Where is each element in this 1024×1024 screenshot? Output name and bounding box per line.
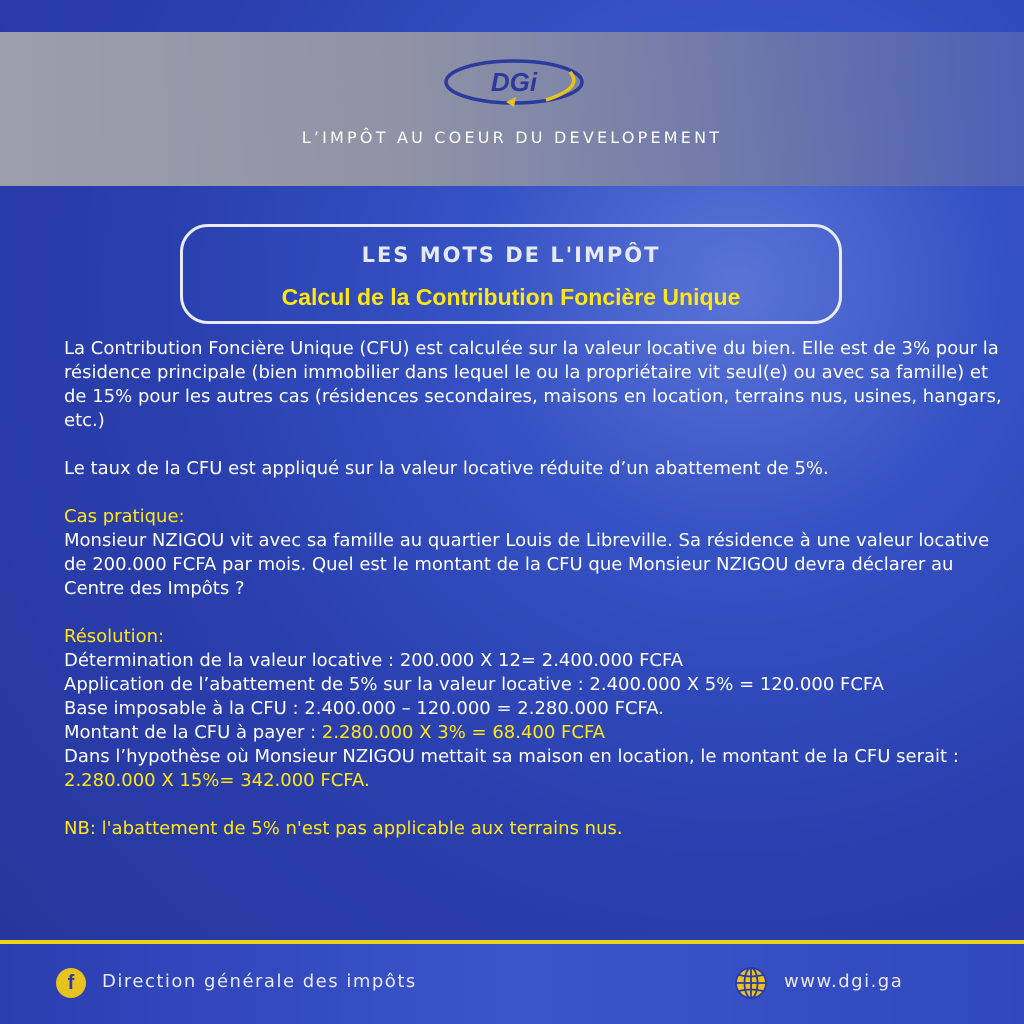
case-paragraph: Monsieur NZIGOU vit avec sa famille au quartier Louis de Libreville. Sa résidence à une valeur locative de 200.000 FCFA par mois. Quel est le montant de la CFU que Monsieur NZIGOU devra déclarer au Centre des Impôts ? bbox=[64, 530, 990, 599]
resolution-step-3: Base imposable à la CFU : 2.400.000 – 120.000 = 2.280.000 FCFA. bbox=[64, 698, 664, 719]
resolution-step-4 bbox=[64, 721, 1009, 745]
resolution-step-5: Dans l’hypothèse où Monsieur NZIGOU mettait sa maison en location, le montant de la CFU serait : bbox=[64, 746, 959, 767]
rate-paragraph: Le taux de la CFU est appliqué sur la valeur locative réduite d’un abattement de 5%. bbox=[64, 458, 829, 479]
case-label: Cas pratique: bbox=[64, 506, 185, 527]
facebook-icon[interactable]: f bbox=[56, 968, 86, 998]
dgi-logo-mark bbox=[442, 54, 586, 110]
globe-icon[interactable] bbox=[734, 966, 768, 1000]
resolution-label: Résolution: bbox=[64, 626, 165, 647]
resolution-step-2: Application de l’abattement de 5% sur la valeur locative : 2.400.000 X 5% = 120.000 FCFA bbox=[64, 674, 884, 695]
step-4-value: 2.280.000 X 3% = 68.400 FCFA bbox=[321, 722, 605, 743]
dgi-logo bbox=[442, 54, 586, 110]
resolution-step-1: Détermination de la valeur locative : 200.000 X 12= 2.400.000 FCFA bbox=[64, 650, 684, 671]
article-body bbox=[64, 337, 1009, 841]
intro-paragraph: La Contribution Foncière Unique (CFU) est calculée sur la valeur locative du bien. Elle est de 3% pour la résidence principale (bien immobilier dans lequel le ou la propriétaire vit seul(e) ou avec sa famille) et de 15% pour les autres cas (résidences secondaires, maisons en location, terrains nus, usines, hangars, etc.) bbox=[64, 338, 1002, 431]
svg-text:DGi: DGi bbox=[490, 67, 538, 97]
step-4-prefix: Montant de la CFU à payer : bbox=[64, 722, 322, 743]
footer-website-link[interactable]: www.dgi.ga bbox=[784, 971, 904, 992]
nb-note: NB: l'abattement de 5% n'est pas applicable aux terrains nus. bbox=[64, 818, 623, 839]
tagline: L’IMPÔT AU COEUR DU DEVELOPEMENT bbox=[301, 128, 723, 147]
page-title: LES MOTS DE L'IMPÔT bbox=[361, 243, 661, 267]
footer-organization: Direction générale des impôts bbox=[102, 971, 417, 992]
page-subtitle: Calcul de la Contribution Foncière Unique bbox=[281, 284, 741, 310]
resolution-step-5-value: 2.280.000 X 15%= 342.000 FCFA. bbox=[64, 770, 370, 791]
